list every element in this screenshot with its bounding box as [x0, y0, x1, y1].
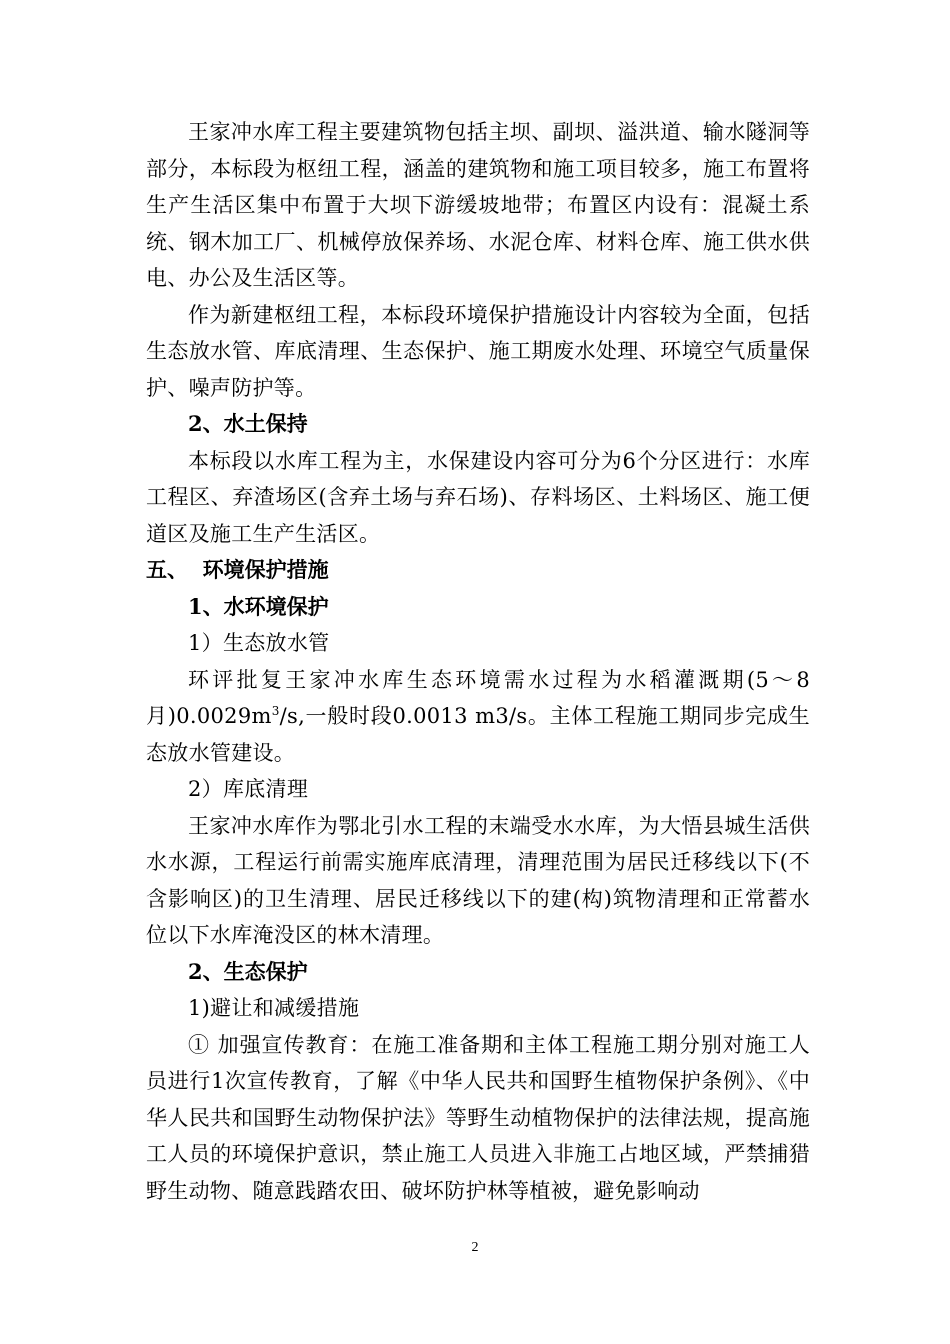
heading-water-protection: 1、水环境保护: [188, 593, 329, 619]
subheading-eco-pipe: 1）生态放水管: [188, 631, 330, 655]
paragraph-soil-zones: 本标段以水库工程为主，水保建设内容可分为6个分区进行：水库工程区、弃渣场区(含弃土场与弃石场)、存料场区、土料场区、施工便道区及施工生产生活区。: [146, 448, 810, 546]
eco-flow-superscript: 3: [271, 704, 280, 718]
page-number: 2: [471, 1240, 479, 1255]
heading-eco-protection: 2、生态保护: [188, 958, 308, 984]
heading-section-five: 五、 环境保护措施: [146, 557, 329, 582]
paragraph-env-measures-overview: 作为新建枢纽工程，本标段环境保护措施设计内容较为全面，包括生态放水管、库底清理、生态保护、施工期废水处理、环境空气质量保护、噪声防护等。: [146, 302, 810, 400]
heading-soil-conservation: 2、水土保持: [188, 411, 308, 436]
eco-flow-text-a: 环评批复王家冲水库生态环境需水过程为水稻灌溉期(5～8月)0.0029m: [146, 667, 810, 728]
paragraph-reservoir-clearing: 王家冲水库作为鄂北引水工程的末端受水水库，为大悟县城生活供水水源，工程运行前需实施库底清理，清理范围为居民迁移线以下(不含影响区)的卫生清理、居民迁移线以下的建(构)筑物清理和正常蓄水位以下水库淹没区的林木清理。: [146, 813, 810, 947]
paragraph-main-structures: 王家冲水库工程主要建筑物包括主坝、副坝、溢洪道、输水隧洞等部分，本标段为枢纽工程，涵盖的建筑物和施工项目较多，施工布置将生产生活区集中布置于大坝下游缓坡地带；布置区内设有：混凝土系统、钢木加工厂、机械停放保养场、水泥仓库、材料仓库、施工供水供电、办公及生活区等。: [146, 120, 810, 290]
document-body: [146, 114, 810, 1209]
subheading-reservoir-clearing: 2）库底清理: [188, 777, 309, 801]
paragraph-education: ① 加强宣传教育：在施工准备期和主体工程施工期分别对施工人员进行1次宣传教育，了解《中华人民共和国野生植物保护条例》、《中华人民共和国野生动物保护法》等野生动植物保护的法律法规，提高施工人员的环境保护意识，禁止施工人员进入非施工占地区域，严禁捕猎野生动物、随意践踏农田、破坏防护林等植被，避免影响动: [146, 1032, 810, 1203]
paragraph-eco-flow: [146, 662, 810, 772]
subheading-avoidance: 1)避让和减缓措施: [188, 996, 360, 1020]
eco-flow-text-b: /s,一般时段0.0013 m3/s。主体工程施工期同步完成生态放水管建设。: [146, 704, 810, 765]
